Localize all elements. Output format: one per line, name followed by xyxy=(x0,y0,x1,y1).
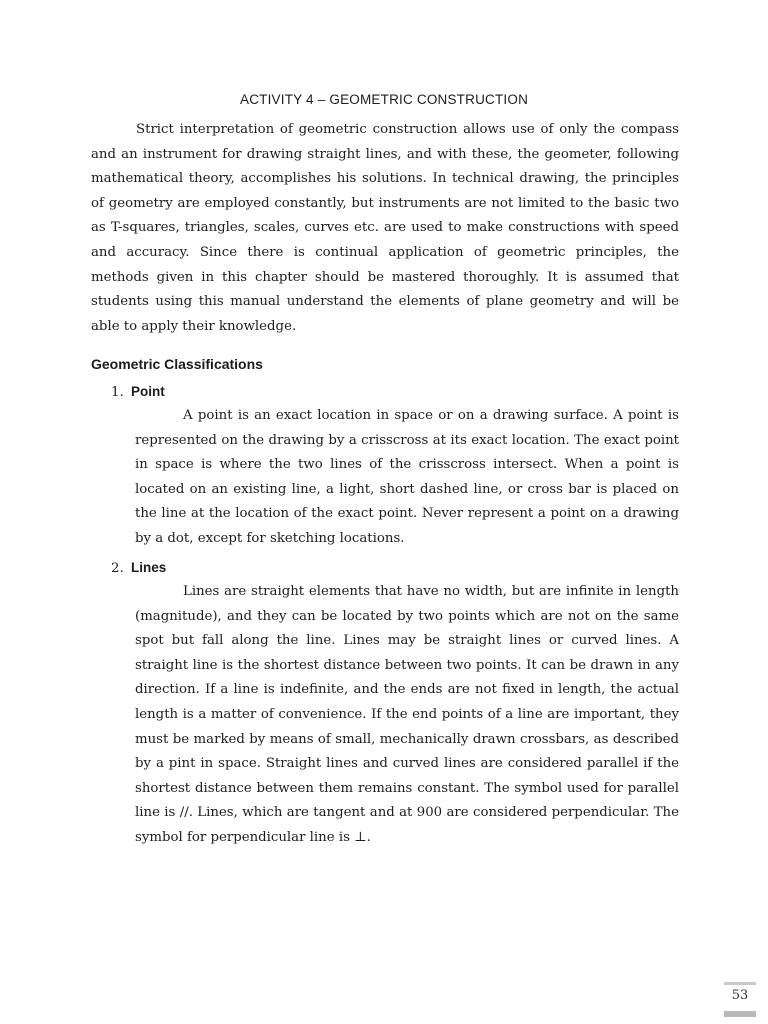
list-item-body: A point is an exact location in space or on a drawing surface. A point is represented on the drawing by a crisscross at its exact location. The exact point in space is where the two lines of the crisscross intersect. When a point is located on an existing line, a light, short dashed line, or cross bar is placed on the line at the location of the exact point. Never represent a point on a drawing by a dot, except for sketching locations. xyxy=(135,408,679,546)
page-title: ACTIVITY 4 – GEOMETRIC CONSTRUCTION xyxy=(239,92,529,107)
list-item-number: 2. xyxy=(111,561,124,576)
list-item-lines xyxy=(91,556,679,851)
list-item-header xyxy=(91,380,679,404)
page-number-rule-top xyxy=(724,982,756,985)
list-item-label: Lines xyxy=(131,560,167,575)
list-item-number: 1. xyxy=(111,385,124,400)
page-number-rule-bottom xyxy=(724,1011,756,1017)
list-item-header xyxy=(91,556,679,580)
list-item-point xyxy=(91,380,679,552)
page-number-box xyxy=(724,982,756,1018)
section-heading: Geometric Classifications xyxy=(91,356,263,372)
list-item-label: Point xyxy=(131,384,165,399)
intro-paragraph: Strict interpretation of geometric construction allows use of only the compass and an instrument for drawing straight lines, and with these, the geometer, following mathematical theory, accomplishes his solutions. In technical drawing, the principles of geometry are employed constantly, but instruments are not limited to the basic two as T-squares, triangles, scales, curves etc. are used to make constructions with speed and accuracy. Since there is continual application of geometric principles, the methods given in this chapter should be mastered thoroughly. It is assumed that students using this manual understand the elements of plane geometry and will be able to apply their knowledge. xyxy=(91,122,679,334)
list-item-body: Lines are straight elements that have no width, but are infinite in length (magnitude), and they can be located by two points which are not on the same spot but fall along the line. Lines may be straight lines or curved lines. A straight line is the shortest distance between two points. It can be drawn in any direction. If a line is indefinite, and the ends are not fixed in length, the actual length is a matter of convenience. If the end points of a line are important, they must be marked by means of small, mechanically drawn crossbars, as described by a pint in space. Straight lines and curved lines are considered parallel if the shortest distance between them remains constant. The symbol used for parallel line is //. Lines, which are tangent and at 900 are considered perpendicular. The symbol for perpendicular line is ⊥. xyxy=(135,584,679,845)
page-number: 53 xyxy=(731,988,749,1003)
